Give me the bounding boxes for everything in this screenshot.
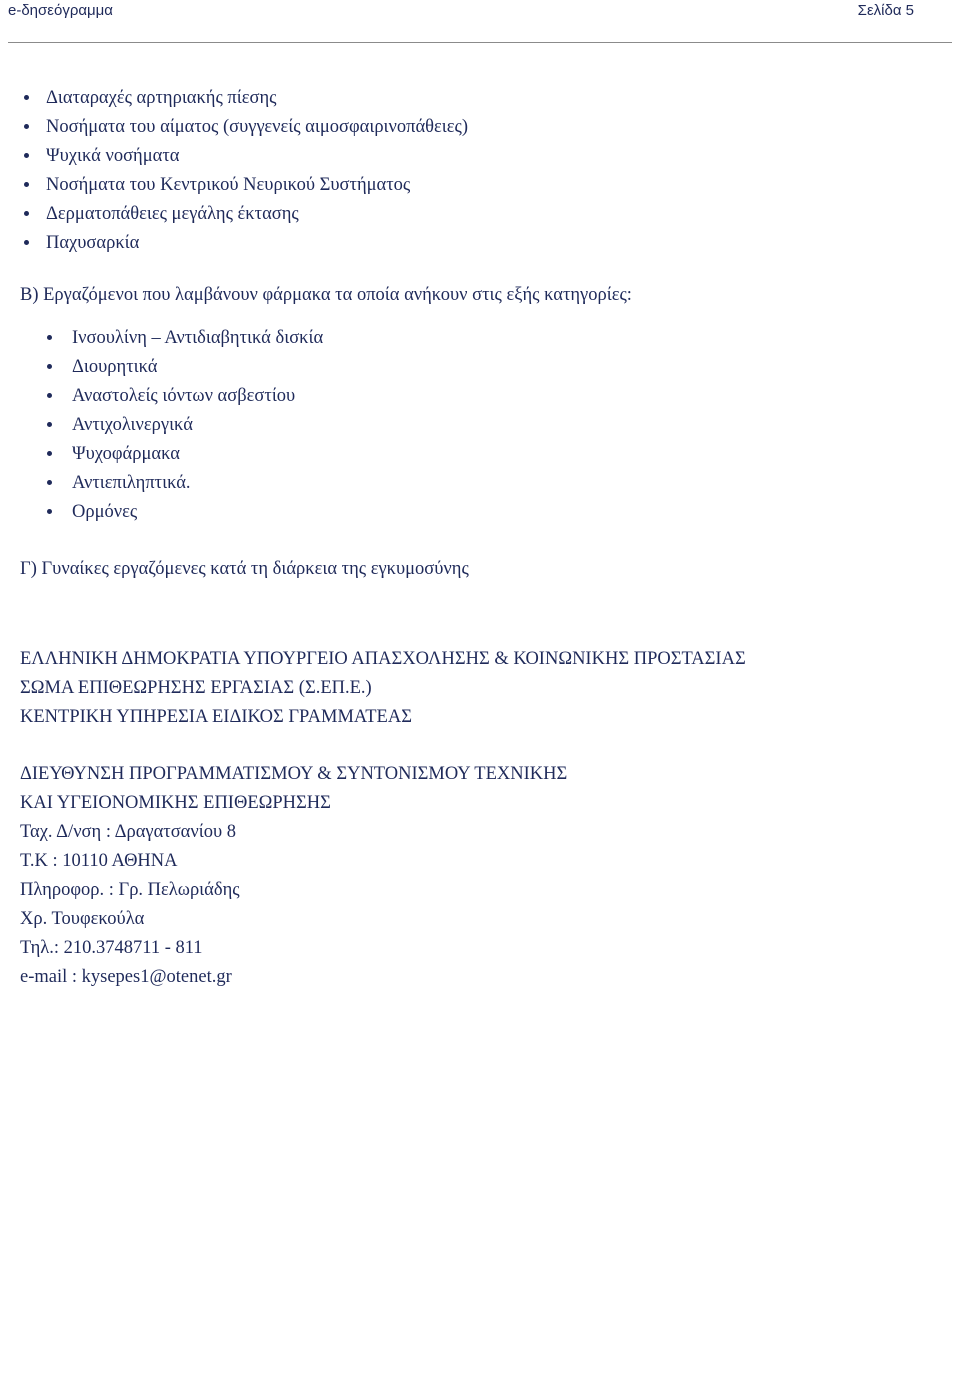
ministry-line: ΣΩΜΑ ΕΠΙΘΕΩΡΗΣΗΣ ΕΡΓΑΣΙΑΣ (Σ.ΕΠ.Ε.) [20,678,372,698]
bullet-icon [24,124,29,129]
list-item: Παχυσαρκία [46,233,140,253]
header-left-title: e-δησεόγραμμα [8,2,113,19]
bullet-icon [24,95,29,100]
bullet-icon [47,364,52,369]
info-contact-line: Πληροφορ. : Γρ. Πελωριάδης [20,880,240,900]
list-item: Αναστολείς ιόντων ασβεστίου [72,386,296,406]
info-contact-line: Χρ. Τουφεκούλα [20,909,145,929]
directorate-line: ΚΑΙ ΥΓΕΙΟΝΟΜΙΚΗΣ ΕΠΙΘΕΩΡΗΣΗΣ [20,793,331,813]
list-item: Ψυχικά νοσήματα [46,146,180,166]
list-item: Ψυχοφάρμακα [72,444,180,464]
postal-code-line: Τ.Κ : 10110 ΑΘΗΝΑ [20,851,178,871]
bullet-icon [47,393,52,398]
list-item: Αντιχολινεργικά [72,415,193,435]
bullet-icon [24,182,29,187]
address-line: Ταχ. Δ/νση : Δραγατσανίου 8 [20,822,236,842]
header-divider [8,42,952,43]
list-item: Αντιεπιληπτικά. [72,473,191,493]
bullet-icon [47,480,52,485]
section-b-heading: Β) Εργαζόμενοι που λαμβάνουν φάρμακα τα οποία ανήκουν στις εξής κατηγορίες: [20,285,632,305]
directorate-line: ΔΙΕΥΘΥΝΣΗ ΠΡΟΓΡΑΜΜΑΤΙΣΜΟΥ & ΣΥΝΤΟΝΙΣΜΟΥ ΤΕΧΝΙΚΗΣ [20,764,568,784]
email-line: e-mail : kysepes1@otenet.gr [20,967,232,987]
ministry-line: ΚΕΝΤΡΙΚΗ ΥΠΗΡΕΣΙΑ ΕΙΔΙΚΟΣ ΓΡΑΜΜΑΤΕΑΣ [20,707,412,727]
section-g-heading: Γ) Γυναίκες εργαζόμενες κατά τη διάρκεια της εγκυμοσύνης [20,559,469,579]
bullet-icon [24,153,29,158]
bullet-icon [47,422,52,427]
list-item: Διουρητικά [72,357,158,377]
list-item: Ορμόνες [72,502,138,522]
ministry-line: ΕΛΛΗΝΙΚΗ ΔΗΜΟΚΡΑΤΙΑ ΥΠΟΥΡΓΕΙΟ ΑΠΑΣΧΟΛΗΣΗΣ & ΚΟΙΝΩΝΙΚΗΣ ΠΡΟΣΤΑΣΙΑΣ [20,649,746,669]
list-item: Νοσήματα του Κεντρικού Νευρικού Συστήματος [46,175,411,195]
list-item: Ινσουλίνη – Αντιδιαβητικά δισκία [72,328,324,348]
phone-line: Τηλ.: 210.3748711 - 811 [20,938,203,958]
list-item: Νοσήματα του αίματος (συγγενείς αιμοσφαιρινοπάθειες) [46,117,469,137]
bullet-icon [47,335,52,340]
list-item: Διαταραχές αρτηριακής πίεσης [46,88,277,108]
bullet-icon [24,211,29,216]
bullet-icon [47,509,52,514]
bullet-icon [24,240,29,245]
bullet-icon [47,451,52,456]
page-header [0,0,960,44]
list-item: Δερματοπάθειες μεγάλης έκτασης [46,204,299,224]
header-page-number: Σελίδα 5 [857,2,914,19]
